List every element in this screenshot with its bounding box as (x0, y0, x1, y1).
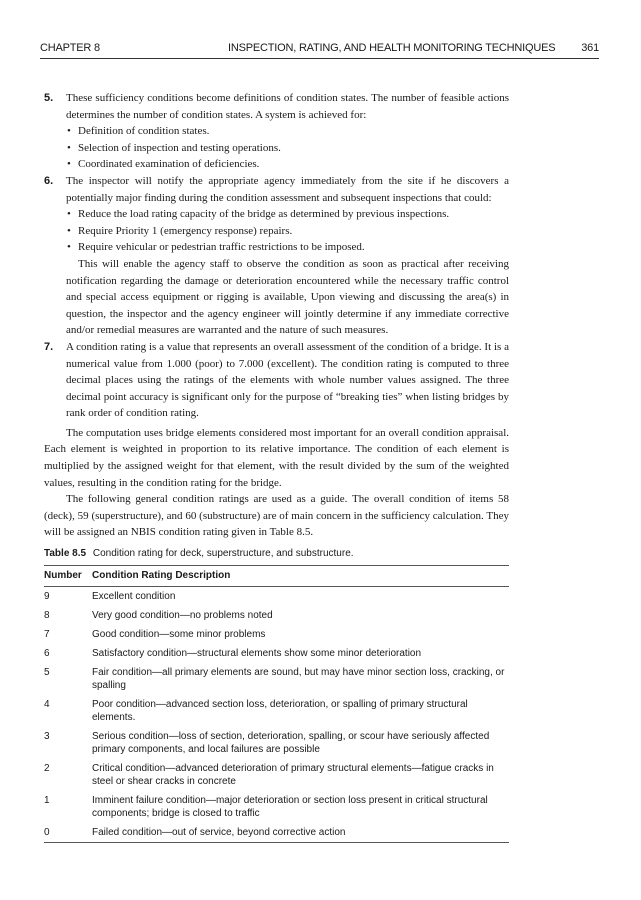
rating-number: 9 (44, 591, 50, 603)
rating-description: Failed condition—out of service, beyond corrective action (92, 823, 509, 843)
item-text: These sufficiency conditions become definitions of condition states. The number of feasible actions determines the number of condition states. A system is achieved for: (66, 92, 509, 121)
body-paragraph: The following general condition ratings are used as a guide. The overall condition of items 58 (deck), 59 (superstructure), and 60 (substructure) are of main concern in the sufficiency calculation. They will be assigned an NBIS condition rating given in Table 8.5. (44, 493, 509, 539)
bullet-item: • Reduce the load rating capacity of the bridge as determined by previous inspections. (66, 206, 509, 223)
rating-description: Very good condition—no problems noted (92, 610, 273, 622)
bullet-item: • Definition of condition states. (66, 123, 509, 140)
table-header-row (44, 566, 509, 587)
rating-description: Excellent condition (92, 591, 176, 603)
column-header-description: Condition Rating Description (92, 566, 509, 587)
bullet-item: • Selection of inspection and testing operations. (66, 140, 509, 157)
rating-description: Fair condition—all primary elements are sound, but may have minor section loss, cracking, or spalling (92, 667, 505, 692)
numbered-item-7 (44, 339, 509, 422)
item-number: 7. (44, 340, 54, 353)
table-row (44, 823, 509, 843)
table-row (44, 759, 509, 791)
item-number: 5. (44, 92, 54, 104)
page-number: 361 (581, 42, 599, 54)
bullet-list (66, 123, 509, 173)
item-follow-paragraph: This will enable the agency staff to observe the condition as soon as practical after receiving notification regarding the damage or deterioration encountered while the necessary traffic control and special access equipment or rigging is available, Upon viewing and discussing the area(s) in question, the inspector and the agency engineer will jointly determine if any immediate corrective and/or remedial measures are warranted and the nature of such measures. (66, 257, 509, 337)
table-caption-text: Condition rating for deck, superstructure, and substructure. (92, 548, 354, 560)
table-row (44, 727, 509, 759)
running-head (40, 40, 599, 58)
rating-number: 1 (44, 795, 50, 807)
item-text: A condition rating is a value that represents an overall assessment of the condition of a bridge. It is a numerical value from 1.000 (poor) to 7.000 (excellent). The condition rating is computed to three decimal places using the ratings of the elements with whole number values assigned. The three decimal point accuracy is significant only for the purpose of “breaking ties” when listing bridges by rank order of condition rating. (66, 340, 509, 420)
bullet-item: • Require vehicular or pedestrian traffic restrictions to be imposed. (66, 239, 509, 256)
rating-number: 8 (44, 610, 50, 622)
rating-number: 6 (44, 648, 50, 660)
table-caption (44, 547, 509, 561)
body-paragraph: The computation uses bridge elements considered most important for an overall condition appraisal. Each element is weighted in proportion to its relative importance. The condition of each element is multiplied by the assigned weight for that element, with the result divided by the sum of the weighted values, resulting in the condition rating for the bridge. (44, 426, 509, 489)
body-text (44, 90, 509, 843)
numbered-item-6 (44, 173, 509, 339)
header-rule (40, 58, 599, 59)
rating-number: 2 (44, 763, 50, 775)
rating-description: Good condition—some minor problems (92, 629, 266, 641)
rating-number: 5 (44, 667, 50, 679)
rating-description: Imminent failure condition—major deterioration or section loss present in critical structural components; bridge is closed to traffic (92, 795, 488, 820)
column-header-number: Number (44, 566, 92, 587)
rating-number: 7 (44, 629, 50, 641)
numbered-item-5 (44, 90, 509, 173)
bullet-list (66, 206, 509, 256)
table-row (44, 625, 509, 644)
table-row (44, 791, 509, 823)
chapter-title: INSPECTION, RATING, AND HEALTH MONITORING TECHNIQUES (228, 42, 556, 54)
rating-description: Serious condition—loss of section, deterioration, spalling, or scour have seriously affected primary components, and local failures are possible (92, 731, 490, 756)
rating-number: 0 (44, 823, 92, 843)
rating-description: Poor condition—advanced section loss, deterioration, or spalling of primary structural elements. (92, 699, 468, 724)
table-row (44, 606, 509, 625)
table-row (44, 587, 509, 607)
item-number: 6. (44, 174, 54, 187)
rating-number: 3 (44, 731, 50, 743)
condition-rating-table (44, 565, 509, 843)
rating-description: Critical condition—advanced deterioration of primary structural elements—fatigue cracks in steel or shear cracks in concrete (92, 763, 494, 788)
bullet-item: • Coordinated examination of deficiencies. (66, 156, 509, 173)
bullet-item: • Require Priority 1 (emergency response) repairs. (66, 223, 509, 240)
table-row (44, 663, 509, 695)
item-text: The inspector will notify the appropriate agency immediately from the site if he discovers a potentially major finding during the condition assessment and subsequent inspections that could: (66, 174, 509, 204)
table-row (44, 695, 509, 727)
table-label: Table 8.5 (44, 548, 87, 560)
rating-description: Satisfactory condition—structural elements show some minor deterioration (92, 648, 422, 660)
rating-number: 4 (44, 699, 50, 711)
chapter-label: CHAPTER 8 (40, 42, 100, 54)
table-8-5 (44, 547, 509, 843)
table-row (44, 644, 509, 663)
